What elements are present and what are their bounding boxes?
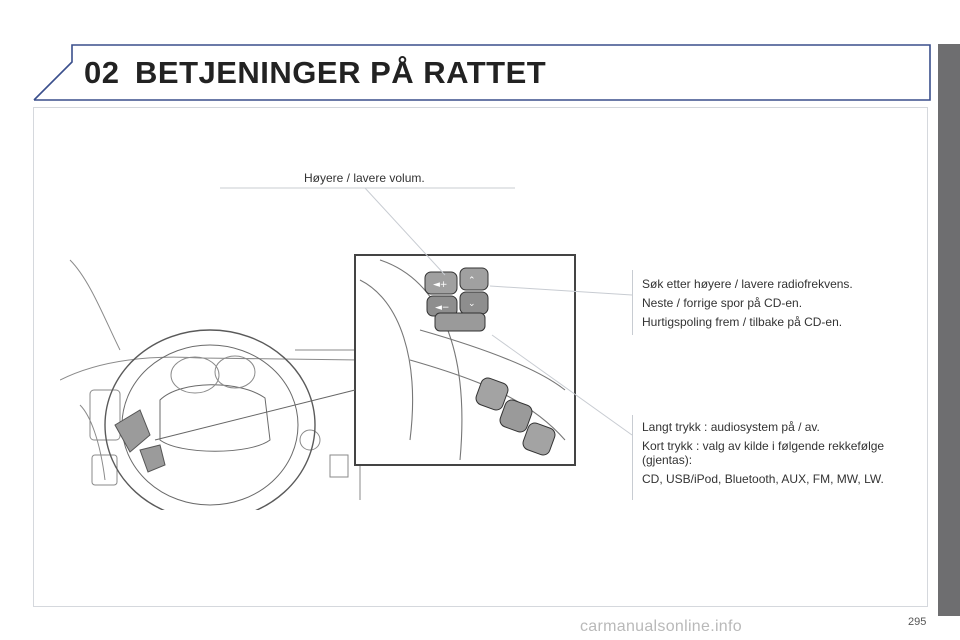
seek-callout-bracket xyxy=(632,270,633,335)
watermark: carmanualsonline.info xyxy=(580,618,742,635)
svg-text:⌃: ⌃ xyxy=(468,276,476,286)
source-callout xyxy=(642,420,892,491)
svg-text:◄−: ◄− xyxy=(435,303,450,313)
seek-line-2: Neste / forrige spor på CD-en. xyxy=(642,296,803,310)
seek-line-3: Hurtigspoling frem / tilbake på CD-en. xyxy=(642,315,843,329)
volume-callout: Høyere / lavere volum. xyxy=(304,171,425,185)
source-line-1: Langt trykk : audiosystem på / av. xyxy=(642,420,820,434)
chapter-number: 02 xyxy=(84,55,120,90)
page-title: BETJENINGER PÅ RATTET xyxy=(135,55,547,90)
source-line-2: Kort trykk : valg av kilde i følgende rekkefølge (gjentas): xyxy=(642,439,885,467)
seek-callout xyxy=(642,277,892,334)
source-line-3: CD, USB/iPod, Bluetooth, AUX, FM, MW, LW. xyxy=(642,472,884,486)
svg-text:⌄: ⌄ xyxy=(468,299,476,309)
source-callout-bracket xyxy=(632,415,633,500)
svg-text:◄+: ◄+ xyxy=(433,280,448,290)
page-number: 295 xyxy=(908,616,927,628)
seek-line-1: Søk etter høyere / lavere radiofrekvens. xyxy=(642,277,853,291)
